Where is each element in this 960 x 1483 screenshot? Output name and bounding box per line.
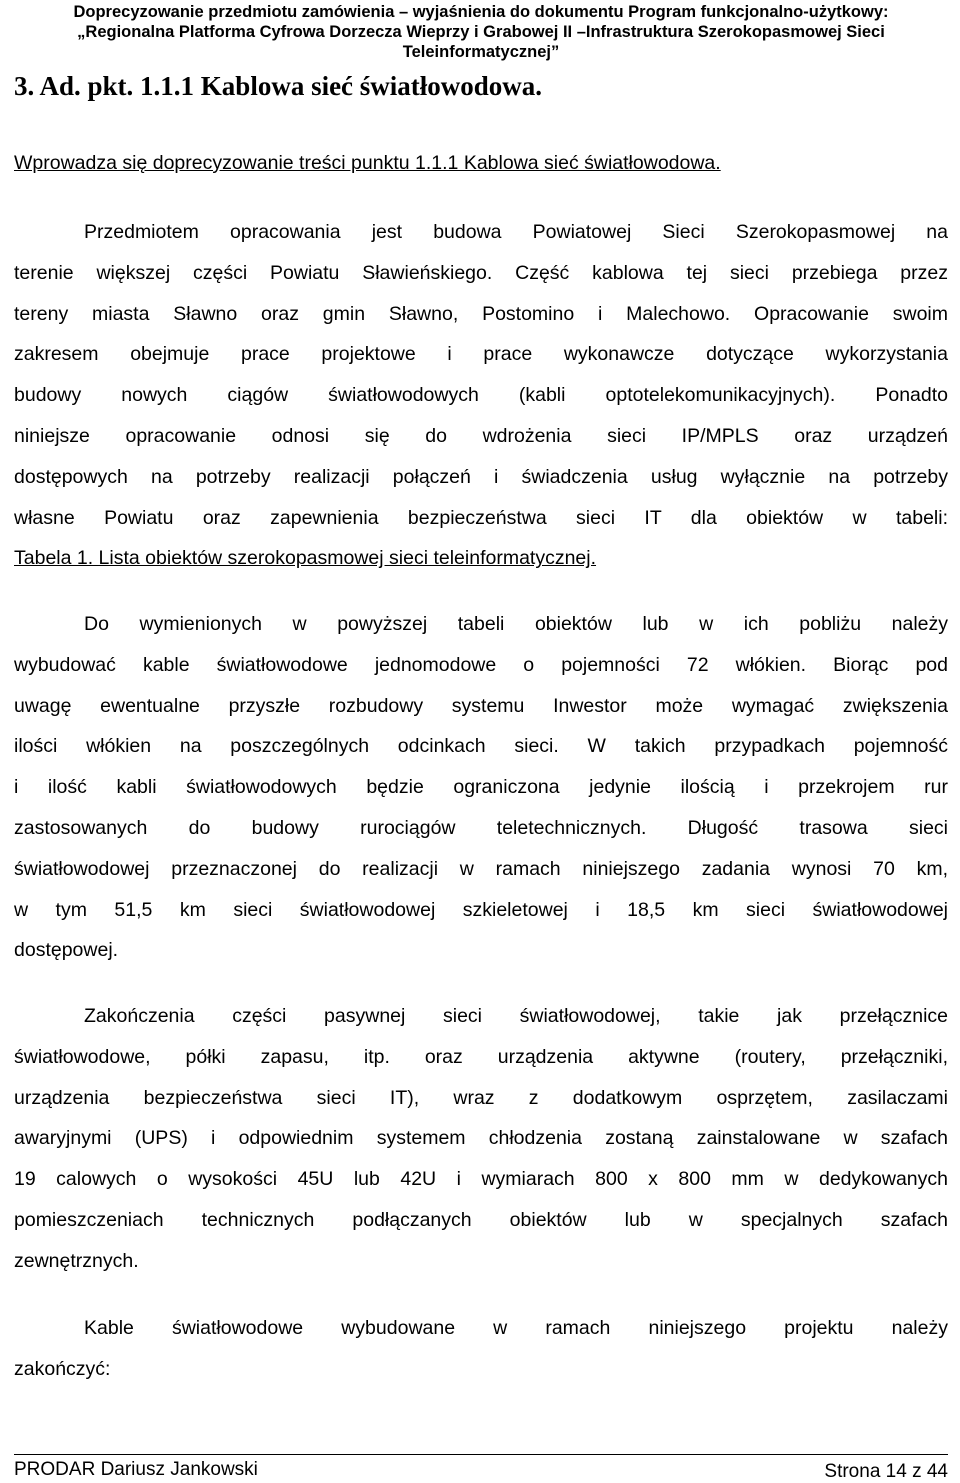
paragraph-line: 19 calowych o wysokości 45U lub 42U i wymiarach 800 x 800 mm w dedykowanych xyxy=(14,1168,948,1191)
paragraph-terminations xyxy=(14,996,948,1282)
paragraph-line: niniejsze opracowanie odnosi się do wdrożenia sieci IP/MPLS oraz urządzeń xyxy=(14,424,948,447)
paragraph-line: światłowodowe, półki zapasu, itp. oraz urządzenia aktywne (routery, przełączniki, xyxy=(14,1045,948,1068)
paragraph-line: zakresem obejmuje prace projektowe i prace wykonawcze dotyczące wykorzystania xyxy=(14,343,948,366)
running-header xyxy=(14,2,948,62)
document-page xyxy=(14,0,948,1480)
paragraph-line: terenie większej części Powiatu Sławieńskiego. Część kablowa tej sieci przebiega przez xyxy=(14,261,948,284)
header-line: „Regionalna Platforma Cyfrowa Dorzecza Wieprzy i Grabowej II –Infrastruktura Szerokopasmowej Sieci xyxy=(77,23,885,41)
paragraph-cable-endings xyxy=(14,1308,948,1390)
paragraph-line: światłowodowej przeznaczonej do realizacji w ramach niniejszego zadania wynosi 70 km, xyxy=(14,857,948,880)
footer-company: PRODAR Dariusz Jankowski xyxy=(14,1459,258,1480)
paragraph-line: i ilość kabli światłowodowych będzie ograniczona jedynie ilością i przekrojem rur xyxy=(14,776,948,799)
paragraph-line: zewnętrznych. xyxy=(14,1249,139,1272)
paragraph-line: dostępowej. xyxy=(14,939,119,962)
paragraph-line: Przedmiotem opracowania jest budowa Powiatowej Sieci Szerokopasmowej na xyxy=(84,221,948,243)
paragraph-line: Kable światłowodowe wybudowane w ramach niniejszego projektu należy xyxy=(84,1317,948,1339)
paragraph-line: zastosowanych do budowy rurociągów teletechnicznych. Długość trasowa sieci xyxy=(14,816,948,839)
paragraph-line: w tym 51,5 km sieci światłowodowej szkieletowej i 18,5 km sieci światłowodowej xyxy=(14,898,948,921)
header-line: Teleinformatycznej” xyxy=(402,43,560,61)
paragraph-line: Do wymienionych w powyższej tabeli obiektów lub w ich pobliżu należy xyxy=(84,613,948,635)
paragraph-scope xyxy=(14,212,948,579)
footer-page-number: Strona 14 z 44 xyxy=(824,1461,948,1482)
paragraph-line: zakończyć: xyxy=(14,1357,111,1380)
paragraph-line: Zakończenia części pasywnej sieci światłowodowej, takie jak przełącznice xyxy=(84,1005,948,1027)
paragraph-line: dostępowych na potrzeby realizacji połączeń i świadczenia usług wyłącznie na potrzeby xyxy=(14,465,948,488)
paragraph-line: uwagę ewentualne przyszłe rozbudowy systemu Inwestor może wymagać zwiększenia xyxy=(14,694,948,717)
paragraph-line: budowy nowych ciągów światłowodowych (kabli optotelekomunikacyjnych). Ponadto xyxy=(14,384,948,407)
paragraph-fiber-cables xyxy=(14,604,948,971)
paragraph-line: urządzenia bezpieczeństwa sieci IT), wraz z dodatkowym osprzętem, zasilaczami xyxy=(14,1086,948,1109)
section-heading: 3. Ad. pkt. 1.1.1 Kablowa sieć światłowodowa. xyxy=(14,71,543,101)
header-line: Doprecyzowanie przedmiotu zamówienia – wyjaśnienia do dokumentu Program funkcjonalno-użytkowy: xyxy=(73,3,889,21)
intro-note: Wprowadza się doprecyzowanie treści punktu 1.1.1 Kablowa sieć światłowodowa. xyxy=(14,152,721,174)
table-reference-link[interactable]: Tabela 1. Lista obiektów szerokopasmowej sieci teleinformatycznej. xyxy=(14,547,597,570)
paragraph-line: awaryjnymi (UPS) i odpowiednim systemem chłodzenia zostaną zainstalowane w szafach xyxy=(14,1127,948,1150)
paragraph-line: własne Powiatu oraz zapewnienia bezpieczeństwa sieci IT dla obiektów w tabeli: xyxy=(14,506,948,529)
footer-divider xyxy=(14,1454,948,1455)
paragraph-line: pomieszczeniach technicznych podłączanych obiektów lub w specjalnych szafach xyxy=(14,1208,948,1231)
paragraph-line: tereny miasta Sławno oraz gmin Sławno, Postomino i Malechowo. Opracowanie swoim xyxy=(14,302,948,325)
paragraph-line: ilości włókien na poszczególnych odcinkach sieci. W takich przypadkach pojemność xyxy=(14,735,948,758)
paragraph-line: wybudować kable światłowodowe jednomodowe o pojemności 72 włókien. Biorąc pod xyxy=(14,653,948,676)
